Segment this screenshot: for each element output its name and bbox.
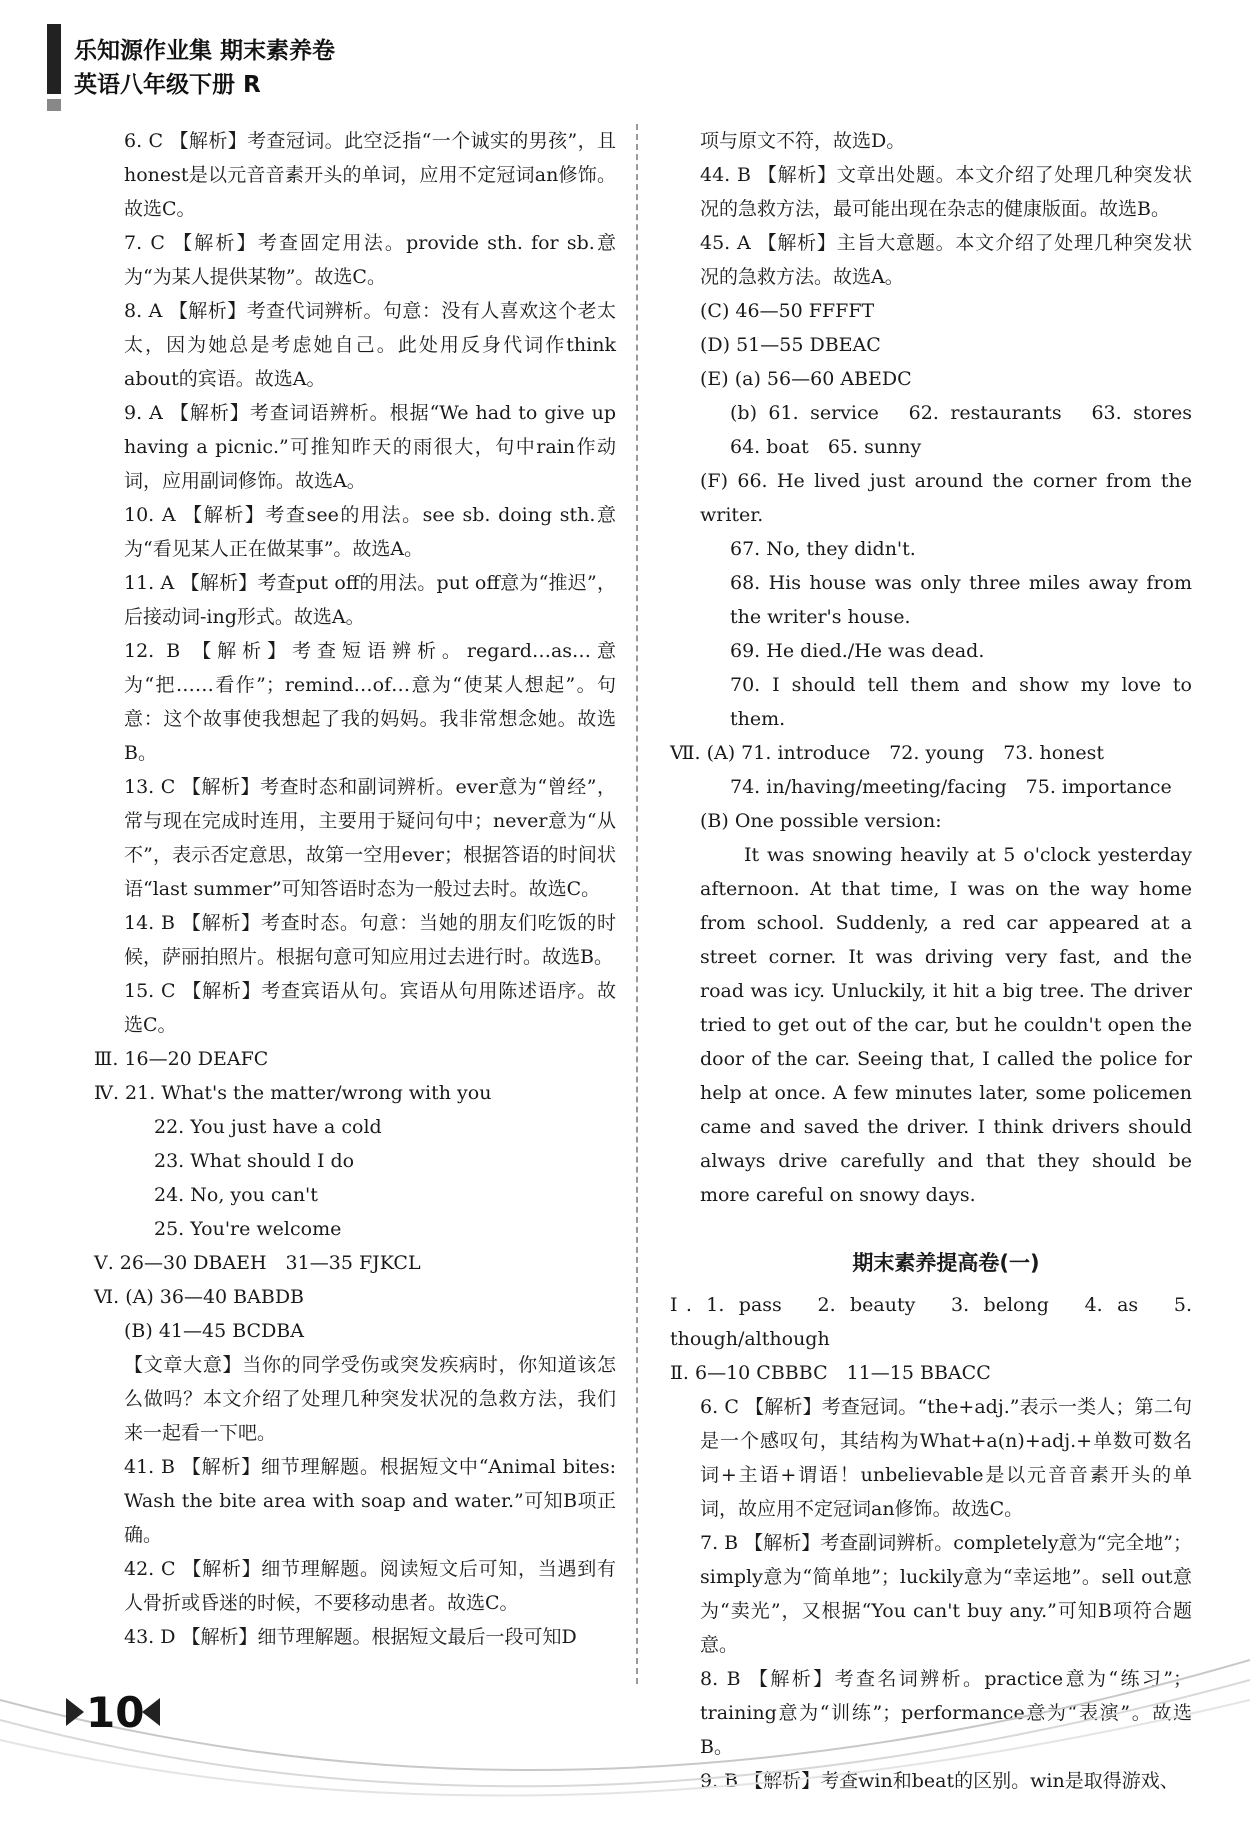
answer-item: 22. You just have a cold	[154, 1116, 382, 1138]
section-answer: Ⅳ. 21. What's the matter/wrong with you	[94, 1082, 492, 1104]
right-column	[670, 124, 1212, 1798]
section-answer: Ⅱ. 6—10 CBBBC 11—15 BBACC	[670, 1362, 991, 1384]
header-series-title: 乐知源作业集 期末素养卷	[74, 38, 336, 64]
answer-item: 23. What should I do	[154, 1150, 355, 1172]
header-accent-bar-small	[47, 99, 61, 111]
answer-item: 41. B 【解析】细节理解题。根据短文中“Animal bites: Wash the bite area with soap and water.”可知B项正确。	[124, 1456, 616, 1546]
answer-item: 74. in/having/meeting/facing 75. importance	[730, 776, 1172, 798]
section-answer: Ⅰ. 1. pass 2. beauty 3. belong 4. as 5. though/although	[670, 1294, 1192, 1350]
answer-item: (B) One possible version:	[700, 810, 942, 832]
answer-item: (D) 51—55 DBEAC	[700, 334, 881, 356]
answer-item: 8. B 【解析】考查名词辨析。practice意为“练习”；training意为“训练”；performance意为“表演”。故选B。	[700, 1668, 1192, 1758]
answer-item: 11. A 【解析】考查put off的用法。put off意为“推迟”，后接动词-ing形式。故选A。	[124, 572, 616, 628]
answer-item: 68. His house was only three miles away from the writer's house.	[730, 572, 1192, 628]
answer-item: 9. A 【解析】考查词语辨析。根据“We had to give up having a picnic.”可推知昨天的雨很大，句中rain作动词，应用副词修饰。故选A。	[124, 402, 616, 492]
section-title: 期末素养提高卷(一)	[852, 1251, 1040, 1275]
answer-item: (E) (a) 56—60 ABEDC	[700, 368, 912, 390]
column-divider	[636, 124, 638, 1684]
answer-item: (b) 61. service 62. restaurants 63. stores 64. boat 65. sunny	[730, 402, 1212, 458]
answer-item: 15. C 【解析】考查宾语从句。宾语从句用陈述语序。故选C。	[124, 980, 616, 1036]
answer-item: 42. C 【解析】细节理解题。阅读短文后可知，当遇到有人骨折或昏迷的时候，不要移动患者。故选C。	[124, 1558, 616, 1614]
section-answer: Ⅲ. 16—20 DEAFC	[94, 1048, 269, 1070]
answer-item: 67. No, they didn't.	[730, 538, 916, 560]
header-book-title: 英语八年级下册 R	[74, 72, 261, 98]
section-answer: Ⅶ. (A) 71. introduce 72. young 73. honest	[670, 742, 1105, 764]
answer-item: 25. You're welcome	[154, 1218, 342, 1240]
answer-item: 8. A 【解析】考查代词辨析。句意：没有人喜欢这个老太太，因为她总是考虑她自己。此处用反身代词作think about的宾语。故选A。	[124, 300, 616, 390]
answer-item: 45. A 【解析】主旨大意题。本文介绍了处理几种突发状况的急救方法。故选A。	[700, 232, 1192, 288]
passage-summary: 【文章大意】当你的同学受伤或突发疾病时，你知道该怎么做吗？本文介绍了处理几种突发状况的急救方法，我们来一起看一下吧。	[124, 1354, 616, 1444]
page-header	[74, 34, 335, 102]
answer-item: 10. A 【解析】考查see的用法。see sb. doing sth.意为“看见某人正在做某事”。故选A。	[124, 504, 616, 560]
page-number: 10	[86, 1688, 145, 1737]
answer-item: 6. C 【解析】考查冠词。此空泛指“一个诚实的男孩”，且honest是以元音音素开头的单词，应用不定冠词an修饰。故选C。	[124, 130, 616, 220]
sample-essay: It was snowing heavily at 5 o'clock yesterday afternoon. At that time, I was on the way home from school. Suddenly, a red car appeared at a street corner. It was driving very fast, and the road was icy. Unluckily, it hit a big tree. The driver tried to get out of the car, but he couldn't open the door of the car. Seeing that, I called the police for help at once. A few minutes later, some policemen came and saved the driver. I think drivers should always drive carefully and that they should be more careful on snowy days.	[700, 844, 1192, 1206]
left-column	[94, 124, 616, 1654]
answer-item: (C) 46—50 FFFFT	[700, 300, 875, 322]
answer-item: 9. B 【解析】考查win和beat的区别。win是取得游戏、	[700, 1770, 1179, 1792]
section-answer: Ⅵ. (A) 36—40 BABDB	[94, 1286, 305, 1308]
page-number-arrow-icon	[66, 1698, 84, 1726]
answer-item: 70. I should tell them and show my love to them.	[730, 674, 1192, 730]
section-answer: Ⅴ. 26—30 DBAEH 31—35 FJKCL	[94, 1252, 421, 1274]
answer-item: 12. B 【解析】考查短语辨析。regard…as…意为“把……看作”；remind…of…意为“使某人想起”。句意：这个故事使我想起了我的妈妈。我非常想念她。故选B。	[124, 640, 616, 764]
answer-item: 6. C 【解析】考查冠词。“the+adj.”表示一类人；第二句是一个感叹句，其结构为What+a(n)+adj.+单数可数名词+主语+谓语！unbelievable是以元音音素开头的单词，故应用不定冠词an修饰。故选C。	[700, 1396, 1192, 1520]
answer-item: 44. B 【解析】文章出处题。本文介绍了处理几种突发状况的急救方法，最可能出现在杂志的健康版面。故选B。	[700, 164, 1192, 220]
page-number-arrow-icon	[142, 1698, 160, 1726]
answer-item: 14. B 【解析】考查时态。句意：当她的朋友们吃饭的时候，萨丽拍照片。根据句意可知应用过去进行时。故选B。	[124, 912, 616, 968]
answer-item: (B) 41—45 BCDBA	[124, 1320, 304, 1342]
answer-item: 7. B 【解析】考查副词辨析。completely意为“完全地”；simply意为“简单地”；luckily意为“幸运地”。sell out意为“卖光”，又根据“You can't buy any.”可知B项符合题意。	[700, 1532, 1192, 1656]
answer-item: 69. He died./He was dead.	[730, 640, 985, 662]
answer-item: (F) 66. He lived just around the corner from the writer.	[700, 470, 1192, 526]
answer-item: 项与原文不符，故选D。	[700, 130, 906, 152]
answer-item: 24. No, you can't	[154, 1184, 318, 1206]
answer-item: 43. D 【解析】细节理解题。根据短文最后一段可知D	[124, 1626, 577, 1648]
footer-wave-decoration	[0, 1640, 1250, 1831]
answer-item: 13. C 【解析】考查时态和副词辨析。ever意为“曾经”，常与现在完成时连用，主要用于疑问句中；never意为“从不”，表示否定意思，故第一空用ever；根据答语的时间状语“last summer”可知答语时态为一般过去时。故选C。	[124, 776, 616, 900]
answer-item: 7. C 【解析】考查固定用法。provide sth. for sb.意为“为某人提供某物”。故选C。	[124, 232, 616, 288]
header-accent-bar	[47, 24, 61, 94]
